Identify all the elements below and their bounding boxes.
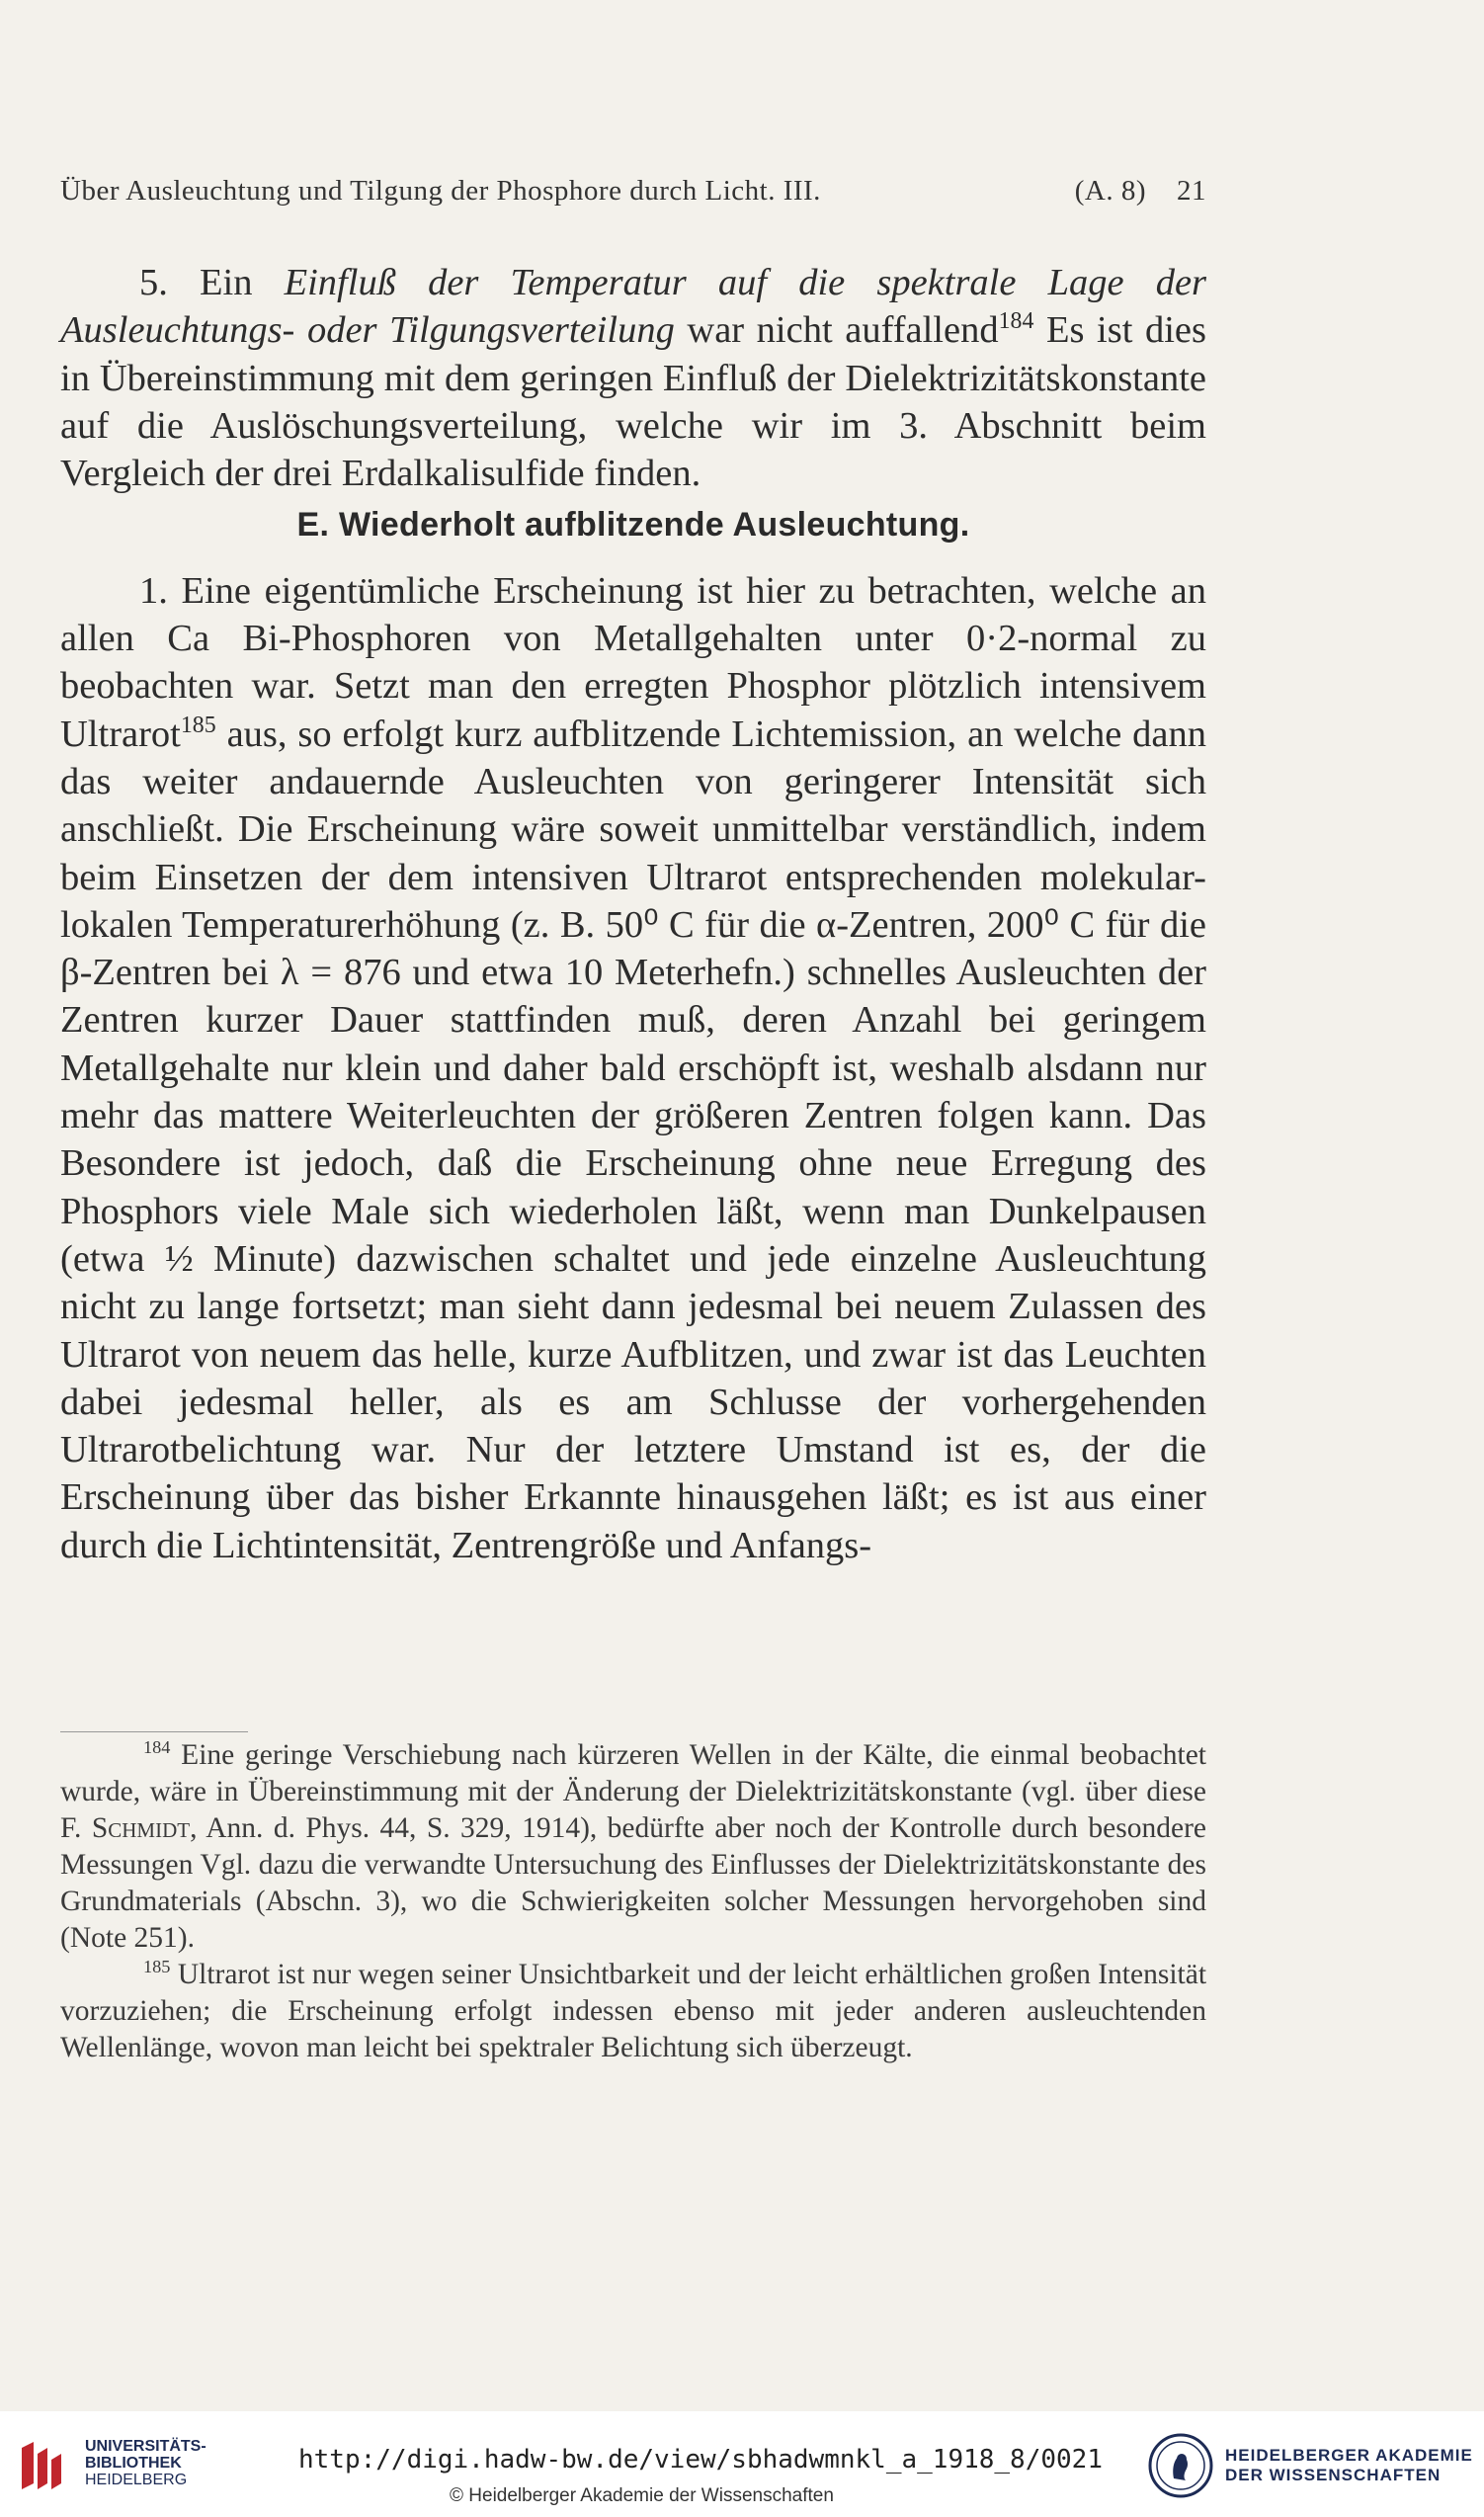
- library-line: UNIVERSITÄTS-: [85, 2438, 206, 2455]
- main-text: [60, 259, 1206, 1569]
- footnote-185: [60, 1957, 1206, 2066]
- footnote-text: , Ann. d. Phys. 44, S. 329, 1914), bedürfte aber noch der Kontrolle durch besondere Messungen Vgl. dazu die verwandte Untersuchung des Einflusses der Dielektrizitätskonstante des Grundmaterials (Abschn. 3), wo die Schwierigkeiten solcher Messungen hervorgehoben sind (Note 251).: [60, 1812, 1207, 1954]
- italic-topic: Einfluß der Temperatur auf die spektrale Lage der Ausleuchtungs- oder Tilgungsverteilung: [60, 262, 1207, 352]
- paragraph-text: aus, so erfolgt kurz aufblitzende Lichtemission, an welche dann das weiter andauernde Ausleuchten von geringerer Intensität sich anschließt. Die Erscheinung wäre soweit unmittelbar verständlich, indem beim Einsetzen der dem intensiven Ultrarot entsprechenden molekular-lokalen Temperaturerhöhung (z. B. 50⁰ C für die α-Zentren, 200⁰ C für die β-Zentren bei λ = 876 und etwa 10 Meterhefn.) schnelles Ausleuchten der Zentren kurzer Dauer stattfinden muß, deren Anzahl bei geringem Metallgehalte nur klein und daher bald erschöpft ist, weshalb alsdann nur mehr das mattere Weiterleuchten der größeren Zentren folgen kann. Das Besondere ist jedoch, daß die Erscheinung ohne neue Erregung des Phosphors viele Male sich wiederholen läßt, wenn man Dunkelpausen (etwa ½ Minute) dazwischen schaltet und jede einzelne Ausleuchtung nicht zu lange fortsetzt; man sieht dann jedesmal bei neuem Zulassen des Ultrarot von neuem das helle, kurze Aufblitzen, und zwar ist das Leuchten dabei jedesmal heller, als es am Schlusse der vorhergehenden Ultrarotbelichtung war. Nur der letztere Umstand ist es, der die Erscheinung über das bisher Erkannte hinausgehen läßt; es ist aus einer durch die Lichtintensität, Zentrengröße und Anfangs-: [60, 713, 1207, 1566]
- footnote-number: 184: [143, 1737, 171, 1758]
- academy-name: [1225, 2446, 1473, 2485]
- paragraph-text: Es ist dies in Übereinstimmung mit dem geringen Einfluß der Dielektrizitätskonstante auf die Auslöschungsverteilung, welche wir im 3. Abschnitt beim Vergleich der drei Erdalkalisulfide finden.: [60, 309, 1206, 495]
- academy-seal-icon[interactable]: [1148, 2433, 1213, 2498]
- page-number: 21: [1177, 175, 1206, 207]
- library-line: HEIDELBERG: [85, 2472, 188, 2488]
- digitization-footer: [0, 2411, 1484, 2517]
- header-right: [1075, 175, 1206, 208]
- running-header: [60, 175, 1206, 208]
- university-library-logo-icon[interactable]: [14, 2434, 77, 2497]
- footnote-divider: [60, 1731, 248, 1732]
- permalink-url[interactable]: http://digi.hadw-bw.de/view/sbhadwmnkl_a_1918_8/0021: [298, 2445, 1103, 2475]
- paragraph-1: [60, 567, 1206, 1569]
- footnote-184: [60, 1737, 1206, 1957]
- paragraph-text: war nicht auffallend: [687, 309, 999, 352]
- section-ref: (A. 8): [1074, 175, 1146, 207]
- footnotes: [60, 1737, 1206, 2066]
- footnote-text: Eine geringe Verschiebung nach kürzeren Wellen in der Kälte, die einmal beobachtet wurde, wäre in Übereinstimmung mit der Änderung der Dielektrizitätskonstante (vgl. über diese F.: [60, 1739, 1206, 1844]
- footnote-ref-185[interactable]: 185: [180, 712, 216, 738]
- library-line: BIBLIOTHEK: [85, 2455, 182, 2472]
- paragraph-text: 1. Eine eigentümliche Erscheinung ist hier zu betrachten, welche an allen Ca Bi-Phosphoren von Metallgehalten unter 0·2-normal zu beobachten war. Setzt man den erregten Phosphor plötzlich intensivem Ultrarot: [60, 569, 1206, 755]
- academy-line: HEIDELBERGER AKADEMIE: [1225, 2446, 1473, 2465]
- paragraph-word: Ein: [200, 262, 253, 303]
- library-name: [85, 2438, 206, 2488]
- paragraph-number: 5.: [139, 262, 168, 303]
- copyright-notice: © Heidelberger Akademie der Wissenschaften: [450, 2485, 834, 2506]
- academy-line: DER WISSENSCHAFTEN: [1225, 2466, 1442, 2484]
- running-title: Über Ausleuchtung und Tilgung der Phosphore durch Licht. III.: [60, 175, 821, 207]
- author-name: Schmidt: [91, 1812, 191, 1844]
- footnote-text: Ultrarot ist nur wegen seiner Unsichtbarkeit und der leicht erhältlichen großen Intensität vorzuziehen; die Erscheinung erfolgt indessen ebenso mit jeder anderen ausleuchtenden Wellenlänge, wovon man leicht bei spektraler Belichtung sich überzeugt.: [60, 1959, 1207, 2063]
- paragraph-5: [60, 259, 1206, 497]
- footnote-ref-184[interactable]: 184: [998, 308, 1034, 335]
- section-heading: E. Wiederholt aufblitzende Ausleuchtung.: [296, 506, 970, 545]
- footnote-number: 185: [143, 1957, 171, 1977]
